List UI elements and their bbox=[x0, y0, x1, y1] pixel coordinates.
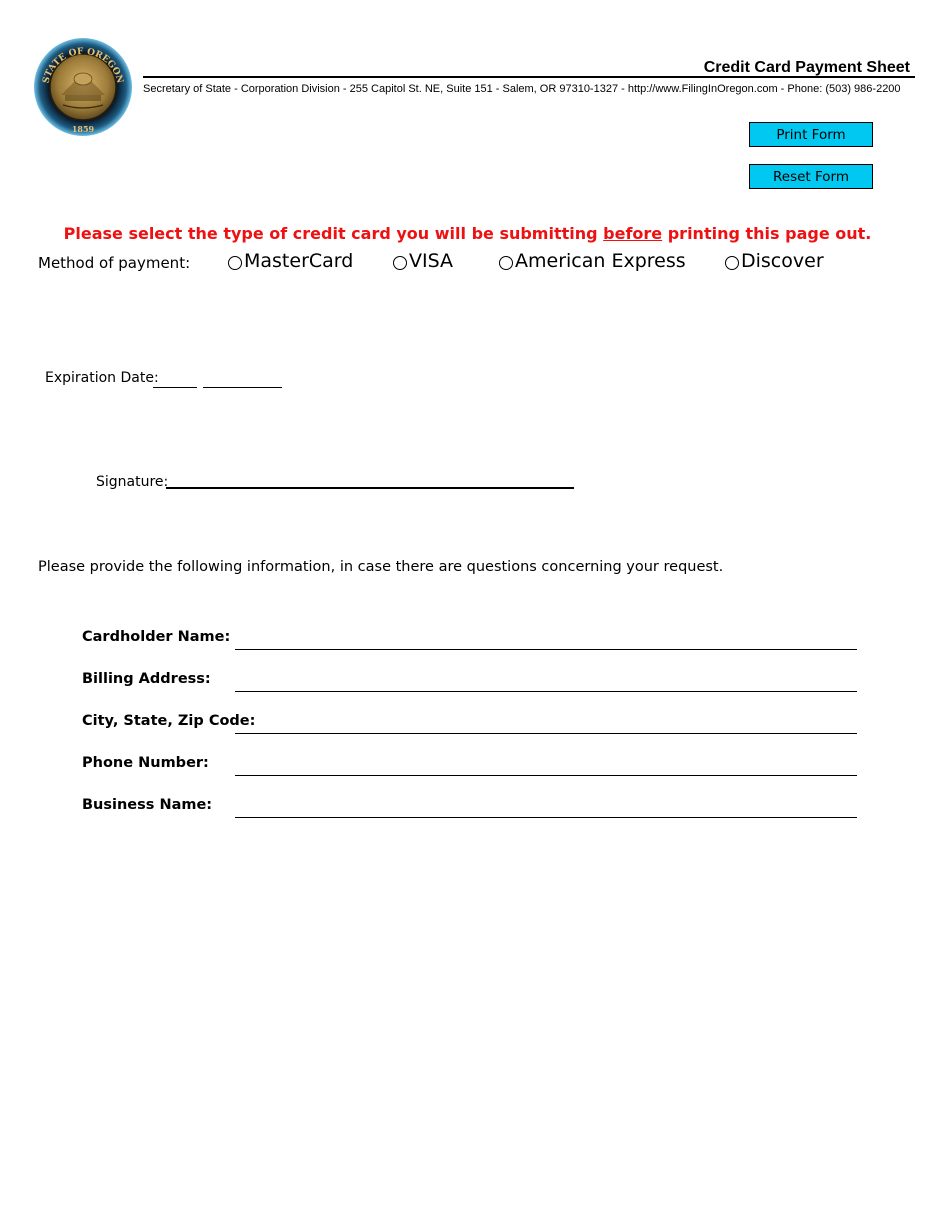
signature-line bbox=[166, 487, 574, 489]
expiration-year-field[interactable] bbox=[203, 387, 282, 388]
phone-number-input[interactable] bbox=[235, 759, 857, 776]
payment-option-label: American Express bbox=[515, 250, 686, 272]
info-instruction-text: Please provide the following information, in case there are questions concerning your request. bbox=[38, 559, 724, 575]
print-form-button[interactable]: Print Form bbox=[749, 122, 873, 147]
city-state-zip-label: City, State, Zip Code: bbox=[82, 713, 256, 729]
payment-option-american-express[interactable] bbox=[499, 250, 686, 272]
instruction-after: printing this page out. bbox=[662, 224, 872, 243]
radio-button-icon[interactable] bbox=[499, 256, 513, 270]
seal-ring-text: STATE OF OREGON bbox=[41, 46, 125, 85]
cardholder-name-input[interactable] bbox=[235, 633, 857, 650]
business-name-input[interactable] bbox=[235, 801, 857, 818]
page-title: Credit Card Payment Sheet bbox=[703, 59, 910, 76]
instruction-before: Please select the type of credit card you will be submitting bbox=[63, 224, 604, 243]
signature-label: Signature: bbox=[96, 474, 169, 490]
city-state-zip-input[interactable] bbox=[235, 717, 857, 734]
radio-button-icon[interactable] bbox=[228, 256, 242, 270]
business-name-label: Business Name: bbox=[82, 797, 213, 813]
instruction-emphasis: before bbox=[603, 224, 663, 243]
payment-method-label: Method of payment: bbox=[38, 254, 191, 272]
cardholder-name-label: Cardholder Name: bbox=[82, 629, 231, 645]
header-divider bbox=[143, 76, 915, 78]
contact-line: Secretary of State - Corporation Division - 255 Capitol St. NE, Suite 151 - Salem, OR 97310-1327 - http://www.FilingInOregon.com - Phone: (503) 986-2200 bbox=[143, 83, 901, 95]
instruction-text bbox=[0, 224, 935, 243]
payment-option-label: VISA bbox=[409, 250, 454, 272]
payment-option-discover[interactable] bbox=[725, 250, 824, 272]
radio-button-icon[interactable] bbox=[725, 256, 739, 270]
payment-option-label: Discover bbox=[741, 250, 824, 272]
expiration-month-field[interactable] bbox=[153, 387, 197, 388]
expiration-date-label: Expiration Date: bbox=[45, 370, 159, 386]
payment-option-visa[interactable] bbox=[393, 250, 453, 272]
billing-address-label: Billing Address: bbox=[82, 671, 211, 687]
reset-form-button[interactable]: Reset Form bbox=[749, 164, 873, 189]
oregon-state-seal bbox=[33, 37, 133, 137]
radio-button-icon[interactable] bbox=[393, 256, 407, 270]
seal-year: 1859 bbox=[71, 124, 95, 134]
billing-address-input[interactable] bbox=[235, 675, 857, 692]
phone-number-label: Phone Number: bbox=[82, 755, 209, 771]
payment-option-label: MasterCard bbox=[244, 250, 354, 272]
payment-option-mastercard[interactable] bbox=[228, 250, 353, 272]
